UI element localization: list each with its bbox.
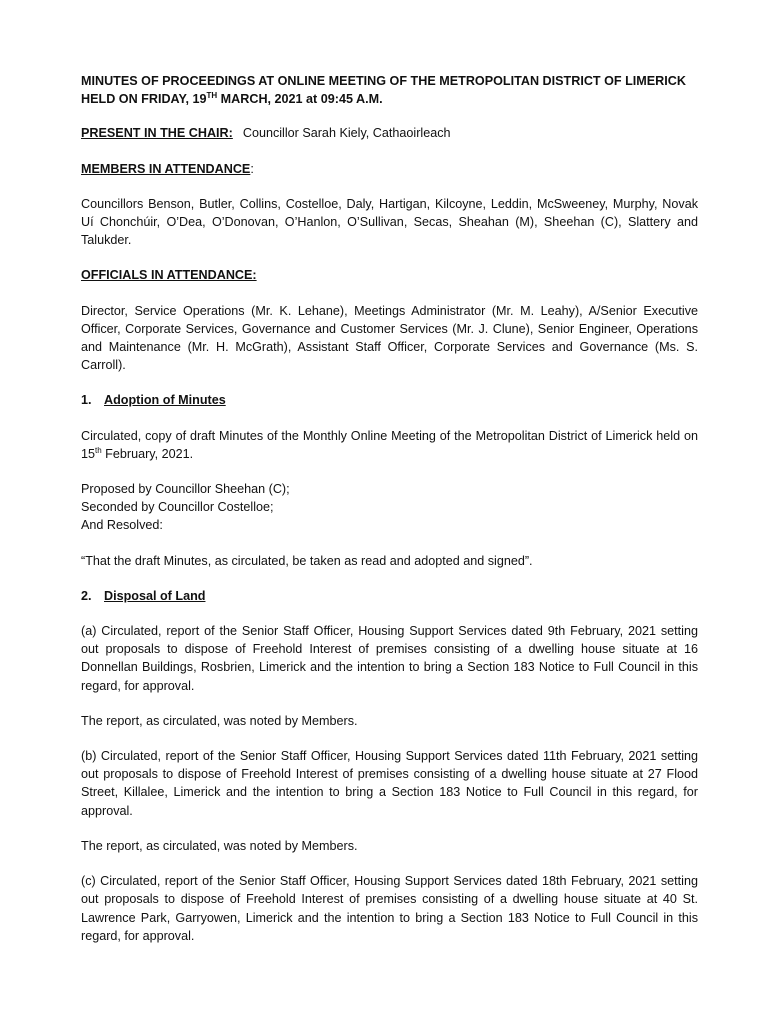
item-1-heading [81, 391, 698, 409]
title-date-prefix: HELD ON FRIDAY, 19 [81, 92, 207, 107]
item-2a-noted: The report, as circulated, was noted by Members. [81, 713, 358, 728]
members-heading-colon: : [250, 161, 254, 176]
members-heading [81, 160, 698, 178]
item-1-circulated-suffix: February, 2021. [101, 446, 194, 461]
item-2b-report: (b) Circulated, report of the Senior Staff Officer, Housing Support Services dated 11th February, 2021 setting out proposals to dispose of Freehold Interest of premises consisting of a dwelling house situate at 27 Flood Street, Killalee, Limerick and the intention to bring a Section 183 Notice to Full Council in this regard, for approval. [81, 749, 698, 818]
members-heading-text: MEMBERS IN ATTENDANCE [81, 161, 251, 176]
members-list: Councillors Benson, Butler, Collins, Costelloe, Daly, Hartigan, Kilcoyne, Leddin, McSweeney, Murphy, Novak Uí Chonchúir, O’Dea, O’Donovan, O’Hanlon, O’Sullivan, Secas, Sheahan (M), Sheehan (C), Slattery and Talukder. [81, 196, 698, 248]
item-1-circulated [81, 427, 698, 463]
document-title [81, 72, 698, 108]
title-line-2 [81, 90, 698, 108]
item-1-motion [81, 480, 698, 535]
item-2c-report: (c) Circulated, report of the Senior Staff Officer, Housing Support Services dated 18th February, 2021 setting out proposals to dispose of Freehold Interest of premises consisting of a dwelling house situate at 40 St. Lawrence Park, Garryowen, Limerick and the intention to bring a Section 183 Notice to Full Council in this regard, for approval. [81, 874, 698, 943]
chair-line [81, 124, 698, 142]
officials-list: Director, Service Operations (Mr. K. Lehane), Meetings Administrator (Mr. M. Leahy), A/Senior Executive Officer, Corporate Services, Governance and Customer Services (Mr. J. Clune), Senior Engineer, Operations and Maintenance (Mr. H. McGrath), Assistant Staff Officer, Corporate Services and Governance (Ms. S. Carroll). [81, 303, 698, 373]
title-line-1: MINUTES OF PROCEEDINGS AT ONLINE MEETING OF THE METROPOLITAN DISTRICT OF LIMERICK [81, 74, 686, 88]
title-date-suffix: MARCH, 2021 at 09:45 A.M. [217, 92, 383, 107]
resolved-line: And Resolved: [81, 518, 163, 533]
officials-heading [81, 266, 698, 284]
officials-heading-text: OFFICIALS IN ATTENDANCE: [81, 268, 257, 283]
chair-label: PRESENT IN THE CHAIR: [81, 126, 233, 141]
seconded-line: Seconded by Councillor Costelloe; [81, 500, 274, 515]
chair-value: Councillor Sarah Kiely, Cathaoirleach [242, 126, 451, 141]
item-2-title: Disposal of Land [104, 588, 206, 603]
item-2a-report: (a) Circulated, report of the Senior Staff Officer, Housing Support Services dated 9th February, 2021 setting out proposals to dispose of Freehold Interest of premises consisting of a dwelling house situate at 16 Donnellan Buildings, Rosbrien, Limerick and the intention to bring a Section 183 Notice to Full Council in this regard, for approval. [81, 624, 698, 693]
item-1-date-superscript: th [95, 445, 102, 455]
item-2b-noted: The report, as circulated, was noted by Members. [81, 838, 358, 853]
item-1-circulated-text: Circulated, copy of draft Minutes of the Monthly Online Meeting of the Metropolitan District of Limerick held on 15 [81, 428, 698, 461]
item-1-number: 1. [81, 393, 92, 408]
title-date-superscript: TH [206, 91, 218, 101]
item-2-heading [81, 587, 698, 605]
proposed-line: Proposed by Councillor Sheehan (C); [81, 482, 290, 497]
item-1-resolution: “That the draft Minutes, as circulated, be taken as read and adopted and signed”. [81, 553, 533, 568]
item-1-title: Adoption of Minutes [104, 393, 226, 408]
item-2-number: 2. [81, 588, 92, 603]
